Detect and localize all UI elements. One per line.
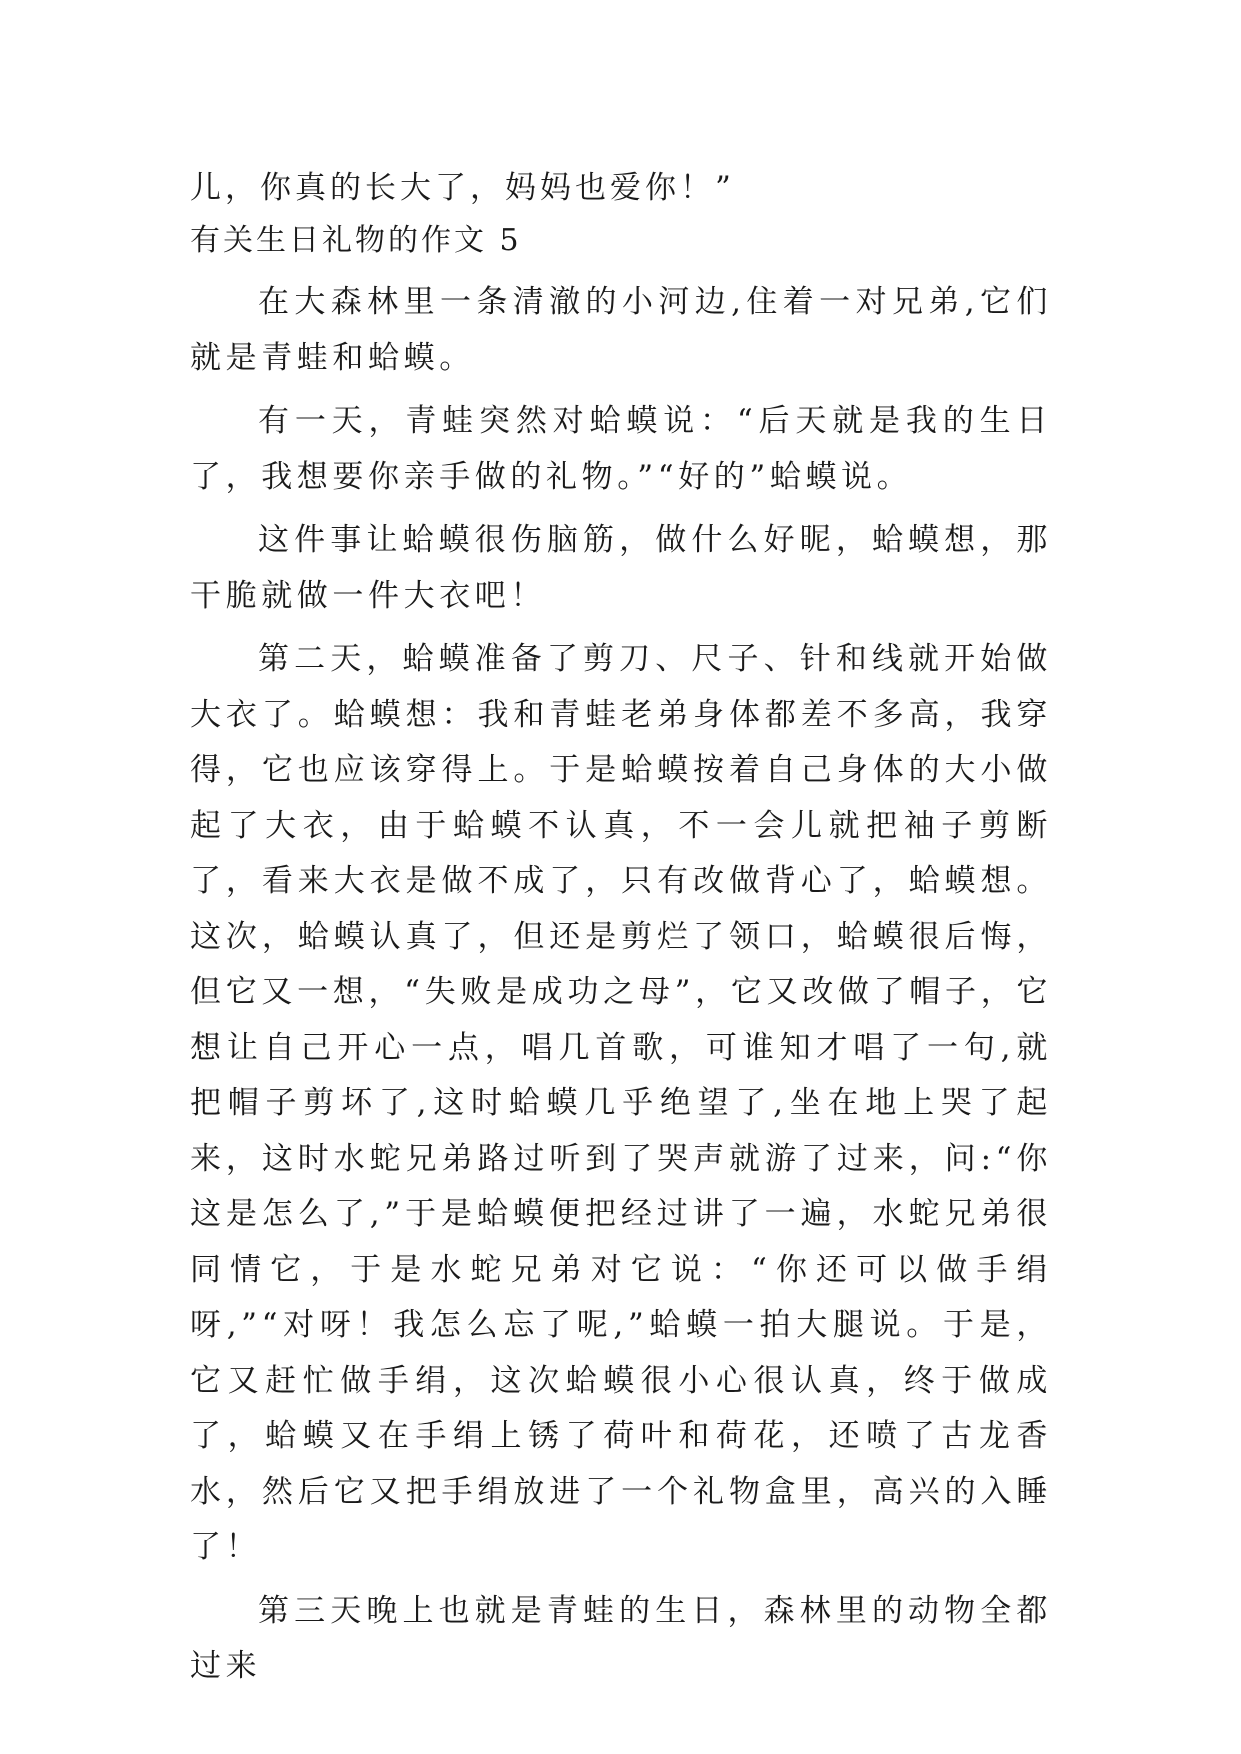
document-body [190,160,1052,1703]
continued-line: 儿，你真的长大了，妈妈也爱你！” [190,170,735,206]
paragraph-2 [190,394,1052,505]
essay-title: 有关生日礼物的作文 5 [190,223,522,258]
paragraph-text: 在大森林里一条清澈的小河边,住着一对兄弟,它们就是青蛙和蛤蟆。 [190,284,1052,376]
paragraph-3 [190,513,1052,624]
paragraph-text: 有一天，青蛙突然对蛤蟆说：“后天就是我的生日了，我想要你亲手做的礼物。”“好的”蛤蟆说。 [190,403,1052,495]
paragraph-text: 第二天，蛤蟆准备了剪刀、尺子、针和线就开始做大衣了。蛤蟆想：我和青蛙老弟身体都差不多高，我穿得，它也应该穿得上。于是蛤蟆按着自己身体的大小做起了大衣，由于蛤蟆不认真，不一会儿就把袖子剪断了，看来大衣是做不成了，只有改做背心了，蛤蟆想。这次，蛤蟆认真了，但还是剪烂了领口，蛤蟆很后悔，但它又一想，“失败是成功之母”，它又改做了帽子，它想让自己开心一点，唱几首歌，可谁知才唱了一句,就把帽子剪坏了,这时蛤蟆几乎绝望了,坐在地上哭了起来，这时水蛇兄弟路过听到了哭声就游了过来，问:“你这是怎么了,”于是蛤蟆便把经过讲了一遍，水蛇兄弟很同情它，于是水蛇兄弟对它说：“你还可以做手绢呀,”“对呀！我怎么忘了呢,”蛤蟆一拍大腿说。于是，它又赶忙做手绢，这次蛤蟆很小心很认真，终于做成了，蛤蟆又在手绢上锈了荷叶和荷花，还喷了古龙香水，然后它又把手绢放进了一个礼物盒里，高兴的入睡了！ [190,641,1052,1565]
paragraph-text: 这件事让蛤蟆很伤脑筋，做什么好昵，蛤蟆想，那干脆就做一件大衣吧！ [190,522,1052,614]
paragraph-1 [190,275,1052,386]
paragraph-5 [190,1584,1052,1695]
paragraph-text: 第三天晚上也就是青蛙的生日，森林里的动物全都过来 [190,1592,1052,1684]
paragraph-4 [190,632,1052,1576]
